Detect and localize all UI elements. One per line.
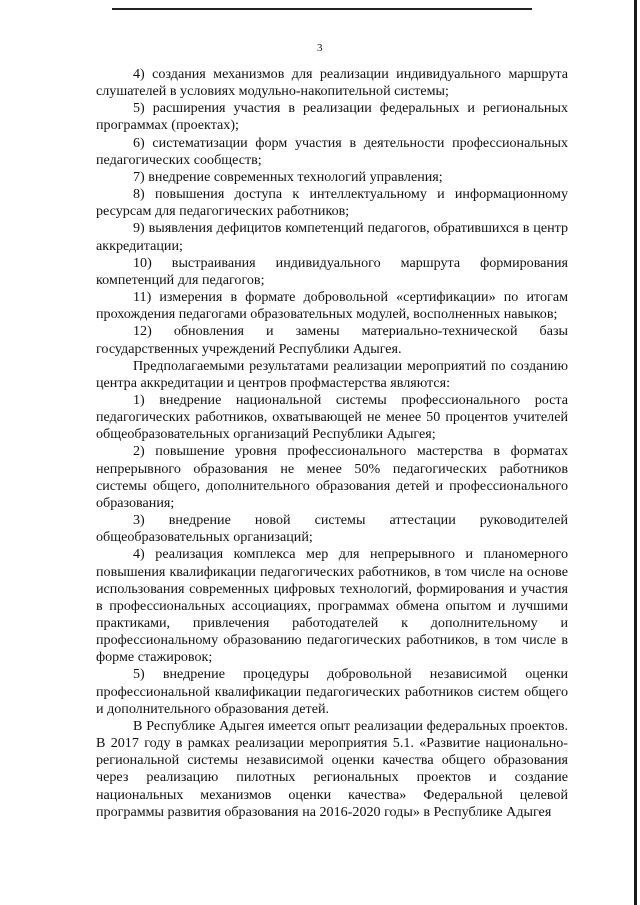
paragraph-result-3: 3) внедрение новой системы аттестации руководителей общеобразовательных организаций; [96, 512, 568, 546]
paragraph-item-10: 10) выстраивания индивидуального маршрута формирования компетенций для педагогов; [96, 254, 568, 288]
paragraph-result-1: 1) внедрение национальной системы профессионального роста педагогических работников, охватывающей не менее 50 процентов учителей общеобразовательных организаций Республики Адыгея; [96, 391, 568, 443]
paragraph-result-2: 2) повышение уровня профессионального мастерства в форматах непрерывного образования не менее 50% педагогических работников системы общего, дополнительного образования детей и профессионального образования; [96, 443, 568, 511]
paragraph-item-5: 5) расширения участия в реализации федеральных и региональных программах (проектах); [96, 100, 568, 134]
paragraph-item-6: 6) систематизации форм участия в деятельности профессиональных педагогических сообществ; [96, 134, 568, 168]
paragraph-item-7: 7) внедрение современных технологий управления; [133, 168, 443, 185]
paragraph-results-intro: Предполагаемыми результатами реализации мероприятий по созданию центра аккредитации и центров профмастерства являются: [96, 357, 568, 391]
scan-edge-top [112, 8, 532, 10]
paragraph-item-11: 11) измерения в формате добровольной «сертификации» по итогам прохождения педагогами образовательных модулей, восполненных навыков; [96, 289, 568, 323]
page-number: 3 [317, 42, 323, 54]
scan-edge-right [634, 0, 637, 905]
paragraph-item-8: 8) повышения доступа к интеллектуальному и информационному ресурсам для педагогических работников; [96, 186, 568, 220]
paragraph-item-4: 4) создания механизмов для реализации индивидуального маршрута слушателей в условиях модульно-накопительной системы; [96, 66, 568, 100]
document-body [96, 66, 568, 821]
paragraph-result-5: 5) внедрение процедуры добровольной независимой оценки профессиональной квалификации педагогических работников систем общего и дополнительного образования детей. [96, 666, 568, 717]
paragraph-result-4: 4) реализация комплекса мер для непрерывного и планомерного повышения квалификации педагогических работников, в том числе на основе использования современных цифровых технологий, формирования и участия в профессиональных ассоциациях, программах обмена опытом и лучшими практиками, привлечения работодателей к дополнительному и профессиональному образованию педагогических работников, в том числе в форме стажировок; [96, 546, 568, 666]
paragraph-item-12: 12) обновления и замены материально-технической базы государственных учреждений Республики Адыгея. [96, 323, 568, 357]
paragraph-item-9: 9) выявления дефицитов компетенций педагогов, обратившихся в центр аккредитации; [96, 220, 568, 254]
paragraph-experience: В Республике Адыгея имеется опыт реализации федеральных проектов. В 2017 году в рамках реализации мероприятия 5.1. «Развитие национально-региональной системы независимой оценки качества общего образования через реализацию пилотных региональных проектов и создание национальных механизмов оценки качества» Федеральной целевой программы развития образования на 2016-2020 годы» в Республике Адыгея [96, 717, 568, 820]
